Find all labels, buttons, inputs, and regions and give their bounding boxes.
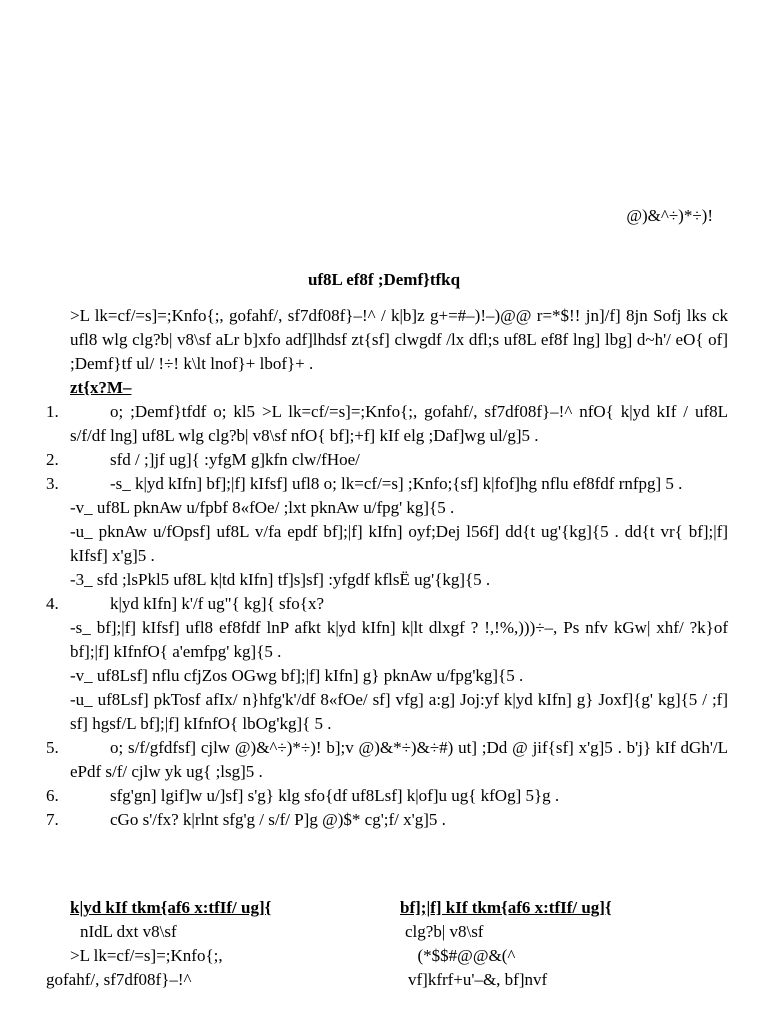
signature-block <box>46 896 730 992</box>
second-party-number: (*$$#@@&(^ <box>417 946 516 965</box>
sub-item: -u_ pknAw u/fOpsf] uf8L v/fa epdf bf];|f] kIfn] oyf;Dej l56f] dd{t ug'{kg]{5 . dd{t vr{ bf];|f] kIfsf] x'g]5 . <box>70 522 728 565</box>
document-body <box>46 304 728 832</box>
item-number: 1. <box>46 402 59 421</box>
list-item <box>46 400 728 448</box>
second-party-signature-heading: bf];|f] kIf tkm{af6 x:tfIf/ ug]{ <box>400 898 612 917</box>
item-number: 5. <box>46 738 59 757</box>
document-title: uf8L ef8f ;Demf}tfkq <box>307 270 461 289</box>
item-text: o; s/f/gfdfsf] cjlw @)&^÷)*÷)! b];v @)&*÷)&÷#) ut] ;Dd @ jif{sf] x'g]5 . b'j} kIf dGh'/L ePdf s/f/ cjlw yk ug{ ;lsg]5 . <box>70 738 728 781</box>
sub-item: -v_ uf8Lsf] nflu cfjZos OGwg bf];|f] kIfn] g} pknAw u/fpg'kg]{5 . <box>70 666 524 685</box>
signature-headings <box>70 896 730 920</box>
item-number: 6. <box>46 786 59 805</box>
list-item <box>46 592 728 616</box>
first-party-company: >L lk=cf/=s]=;Knfo{;, <box>70 946 223 965</box>
first-party-name: nIdL dxt v8\sf <box>80 922 177 941</box>
terms-heading: zt{x?M– <box>70 378 132 397</box>
sub-item: -u_ uf8Lsf] pkTosf afIx/ n}hfg'k'/df 8«fOe/ sf] vfg] a:g] Joj:yf k|yd kIfn] g} Joxf]{g' kg]{5 / ;f] sf] hgsf/L bf];|f] kIfnfO{ lbOg'kg]{ 5 . <box>70 690 728 733</box>
item-text: -s_ k|yd kIfn] bf];|f] kIfsf] ufl8 o; lk=cf/=s] ;Knfo;{sf] k|fof]hg nflu ef8fdf rnfpg] 5 . <box>110 474 683 493</box>
intro-paragraph: >L lk=cf/=s]=;Knfo{;, gofahf/, sf7df08f}–!^ / k|b]z g+=#–)!–)@@ r=*$!! jn]/f] 8jn Sofj lks ck ufl8 wlg clg?b| v8\sf aLr b]xfo adf]lhdsf zt{sf] clwgdf /lx dfl;s uf8L ef8f lng] lbg] d~h'/ eO{ of] ;Demf}tf ul/ !÷! k\lt lnof}+ lbof}+ . <box>70 306 728 373</box>
item-number: 7. <box>46 810 59 829</box>
second-party-name: clg?b| v8\sf <box>405 922 484 941</box>
sub-item: -v_ uf8L pknAw u/fpbf 8«fOe/ ;lxt pknAw u/fpg' kg]{5 . <box>70 498 455 517</box>
item-number: 4. <box>46 594 59 613</box>
signature-row <box>70 920 730 944</box>
list-item <box>46 472 728 496</box>
sub-item: -s_ bf];|f] kIfsf] ufl8 ef8fdf lnP afkt k|yd kIfn] k|lt dlxgf ? !,!%,)))÷–, Ps nfv kGw| xhf/ ?k}of bf];|f] kIfnfO{ a'emfpg' kg]{5 . <box>70 618 728 661</box>
item-text: cGo s'/fx? k|rlnt sfg'g / s/f/ P]g @)$* cg';f/ x'g]5 . <box>110 810 446 829</box>
item-text: sfg'gn] lgif]w u/]sf] s'g} klg sfo{df uf8Lsf] k|of]u ug{ kfOg] 5}g . <box>110 786 560 805</box>
list-item <box>46 784 728 808</box>
sub-item: -3_ sfd ;lsPkl5 uf8L k|td kIfn] tf]s]sf] :yfgdf kflsË ug'{kg]{5 . <box>70 570 491 589</box>
list-item <box>46 808 728 832</box>
item-number: 2. <box>46 450 59 469</box>
item-text: sfd / ;]jf ug]{ :yfgM g]kfn clw/fHoe/ <box>110 450 360 469</box>
list-item <box>46 448 728 472</box>
list-item <box>46 736 728 784</box>
first-party-address: gofahf/, sf7df08f}–!^ <box>46 970 192 989</box>
signature-row <box>46 968 730 992</box>
first-party-signature-heading: k|yd kIf tkm{af6 x:tfIf/ ug]{ <box>70 898 272 917</box>
signature-row <box>70 944 730 968</box>
item-number: 3. <box>46 474 59 493</box>
item-text: k|yd kIfn] k'/f ug"{ kg]{ sfo{x? <box>110 594 324 613</box>
document-date: @)&^÷)*÷)! <box>626 206 713 225</box>
second-party-address: vf]kfrf+u'–&, bf]nvf <box>408 970 548 989</box>
item-text: o; ;Demf}tfdf o; kl5 >L lk=cf/=s]=;Knfo{;, gofahf/, sf7df08f}–!^ nfO{ k|yd kIf / uf8L s/f/df lng] uf8L wlg clg?b| v8\sf nfO{ bf];+f] kIf elg ;Daf]wg ul/g]5 . <box>70 402 728 445</box>
